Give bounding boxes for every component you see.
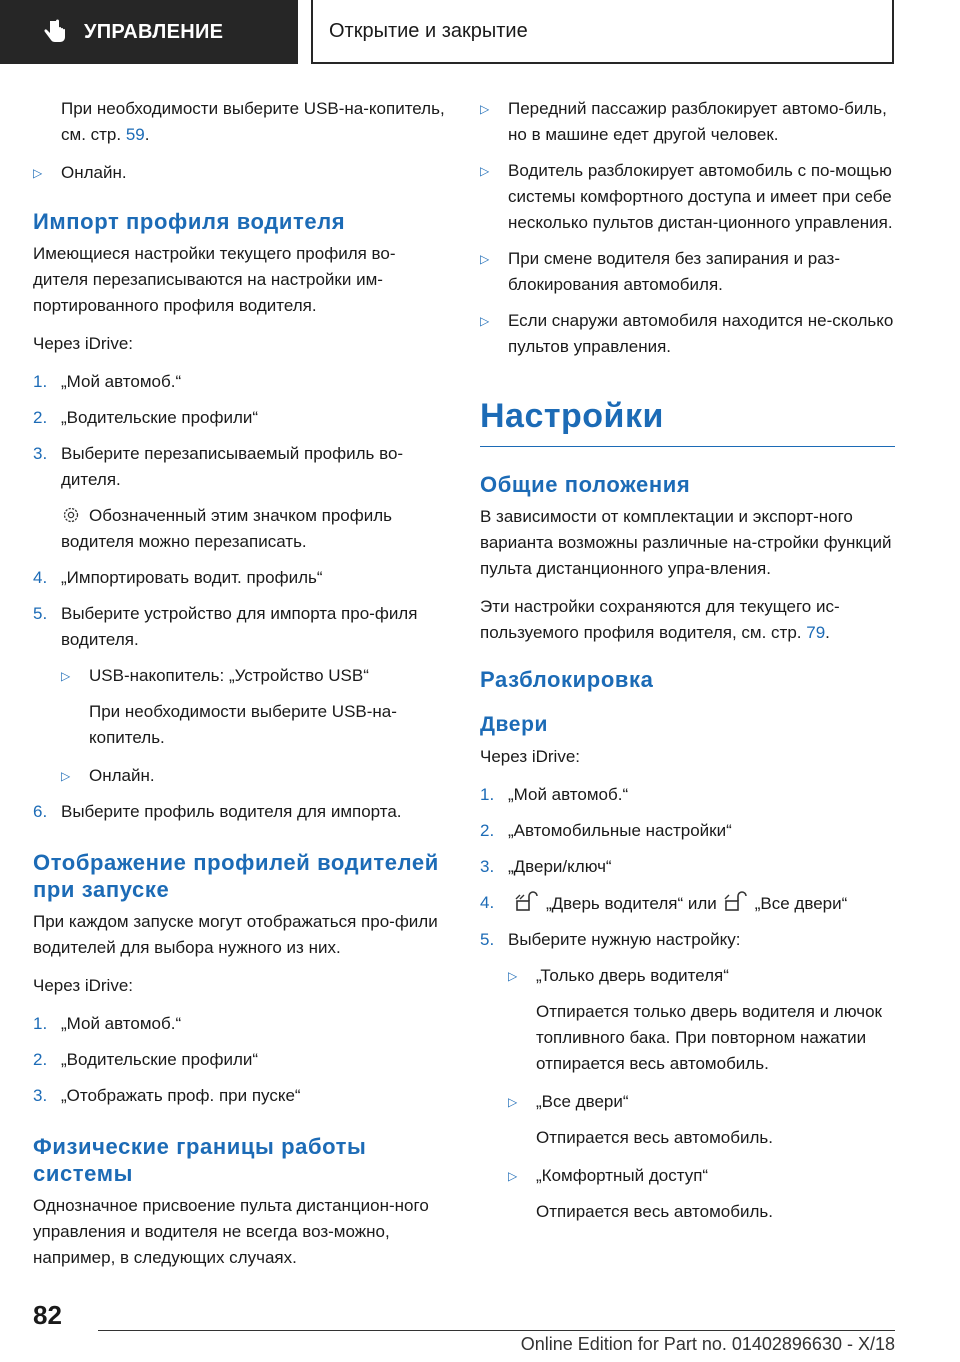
step-item: 3. Выберите перезаписываемый профиль во-дителя. [33,444,404,489]
step-item: 2. „Водительские профили“ [33,1050,259,1069]
step-item: 1. „Мой автомоб.“ [33,1014,182,1033]
step-item: 2. „Водительские профили“ [33,408,259,427]
list-item: ▷ Онлайн. [61,763,448,789]
car-unlock-icon [723,890,747,912]
triangle-bullet-icon: ▷ [480,314,490,328]
heading-import-profile: Импорт профиля водителя [33,209,346,234]
via-idrive-label: Через iDrive: [480,747,581,766]
via-idrive-label: Через iDrive: [33,976,134,995]
step-item: 1. „Мой автомоб.“ [33,372,182,391]
step-item: 3. „Двери/ключ“ [480,857,612,876]
triangle-bullet-icon: ▷ [508,1095,518,1109]
gear-icon [61,505,81,525]
heading-display-profiles: Отображение профилей водителей при запуске [33,850,439,902]
list-item: ▷ Онлайн. [33,160,448,186]
continued-paragraph: При необходимости выберите USB-на-копитель, см. стр. 59. [61,99,445,144]
general-paragraph-1: В зависимости от комплектации и экспорт-ного варианта возможны различные на-стройки функций пульта дистанционного упра-вления. [480,507,892,578]
triangle-bullet-icon: ▷ [480,102,490,116]
footer-edition: Online Edition for Part no. 01402896630 - X/18 [520,1334,895,1354]
footer-divider [98,1330,895,1331]
option-description: Отпирается весь автомобиль. [536,1202,773,1221]
settings-heading-block [480,394,895,447]
option-description: Отпирается весь автомобиль. [536,1128,773,1147]
header-chapter-box [311,0,894,64]
limits-description: Однозначное присвоение пульта дистанцион-ного управления и водителя не всегда воз-можно, например, в следующих случаях. [33,1196,429,1267]
usb-note: При необходимости выберите USB-на-копитель. [89,702,397,747]
header-section-tab [0,0,298,64]
page-link-59[interactable]: 59 [125,125,145,144]
list-item: ▷ Водитель разблокирует автомобиль с по-мощью системы комфортного доступа и имеет при себе несколько пультов дистан-ционного управления. [480,158,895,236]
list-item: ▷ „Только дверь водителя“ [508,963,895,989]
hand-pointer-icon [40,16,72,48]
left-column [33,96,448,1283]
list-item: ▷ „Все двери“ [508,1089,895,1115]
triangle-bullet-icon: ▷ [480,164,490,178]
triangle-bullet-icon: ▷ [508,1169,518,1183]
heading-settings: Настройки [480,397,664,435]
list-item: ▷ При смене водителя без запирания и раз-блокирования автомобиля. [480,246,895,298]
import-description: Имеющиеся настройки текущего профиля во-дителя перезаписываются на настройки им-портированного профиля водителя. [33,244,396,315]
overwrite-note: Обозначенный этим значком профиль водителя можно перезаписать. [61,506,392,551]
step-item: 3. „Отображать проф. при пуске“ [33,1086,301,1105]
option-description: Отпирается только дверь водителя и лючок топливного бака. При повторном нажатии отпирается весь автомобиль. [536,1002,882,1073]
step-item: 5. Выберите устройство для импорта про-филя водителя. [33,604,418,649]
right-column [480,96,895,1237]
heading-system-limits: Физические границы работы системы [33,1134,367,1186]
triangle-bullet-icon: ▷ [508,969,518,983]
step-item: 4. „Импортировать водит. профиль“ [33,568,323,587]
display-description: При каждом запуске могут отображаться про-фили водителей для выбора нужного из них. [33,912,438,957]
step-item: 5. Выберите нужную настройку: [480,930,741,949]
step-item: 1. „Мой автомоб.“ [480,785,629,804]
list-item: ▷ Передний пассажир разблокирует автомо-биль, но в машине едет другой человек. [480,96,895,148]
list-item: ▷ Если снаружи автомобиля находится не-сколько пультов управления. [480,308,895,360]
heading-doors: Двери [480,713,549,736]
triangle-bullet-icon: ▷ [61,669,71,683]
header-section-label: УПРАВЛЕНИЕ [84,20,224,43]
triangle-bullet-icon: ▷ [480,252,490,266]
list-item: ▷ USB-накопитель: „Устройство USB“ [61,663,448,689]
step-item: 6. Выберите профиль водителя для импорта. [33,802,402,821]
triangle-bullet-icon: ▷ [33,166,43,180]
list-item: ▷ „Комфортный доступ“ [508,1163,895,1189]
car-door-unlock-icon [514,890,538,912]
heading-unlock: Разблокировка [480,667,654,692]
general-paragraph-2: Эти настройки сохраняются для текущего ис-пользуемого профиля водителя, см. стр. 79. [480,597,840,642]
via-idrive-label: Через iDrive: [33,334,134,353]
step-item: 2. „Автомобильные настройки“ [480,821,732,840]
page-link-79[interactable]: 79 [806,623,826,642]
page-number: 82 [33,1300,62,1330]
step-item: 4. „Дверь водителя“ или „Все двери“ [480,890,895,917]
triangle-bullet-icon: ▷ [61,769,71,783]
header-chapter-label: Открытие и закрытие [329,19,528,42]
heading-general: Общие положения [480,472,691,497]
